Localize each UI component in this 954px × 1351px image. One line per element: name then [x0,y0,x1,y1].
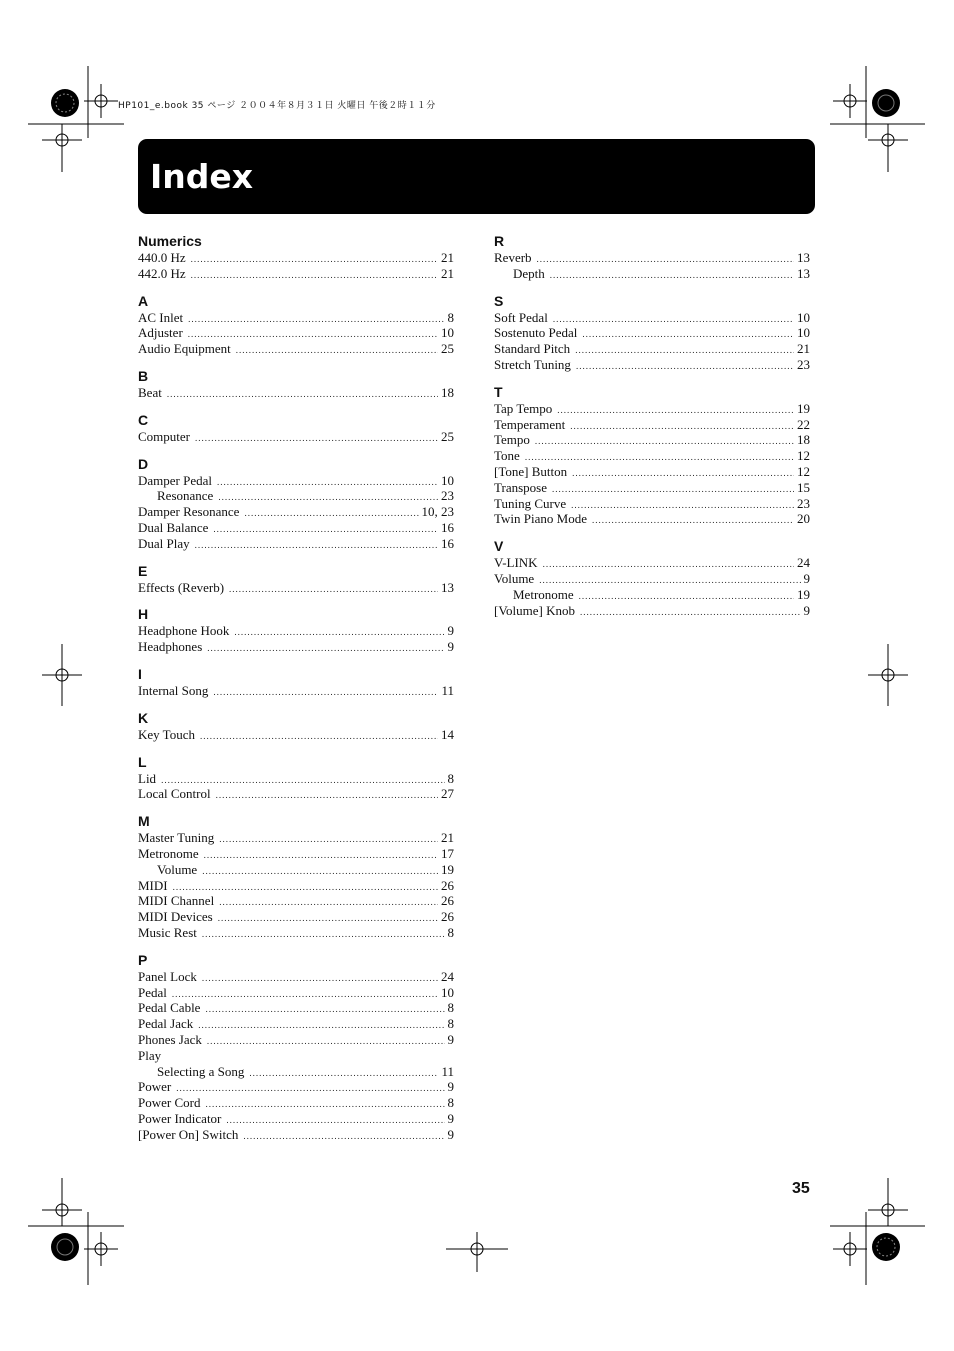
dot-leader [216,788,438,804]
entry-term: Power [138,1079,172,1095]
entry-term: Tone [494,448,520,464]
entry-term: Power Cord [138,1095,201,1111]
index-entry [494,341,810,357]
entry-page-ref: 25 [441,341,454,357]
crosshair-mark-lower-left [42,1178,82,1226]
dot-leader [557,403,794,419]
index-entry [138,473,454,489]
entry-term: Metronome [513,586,574,602]
dot-leader [200,729,438,745]
index-entry [138,1016,454,1032]
index-entry [138,580,454,596]
entry-term: Metronome [138,845,199,861]
entry-term: [Tone] Button [494,463,568,479]
dot-leader [195,538,438,554]
entry-term: Tempo [494,432,530,448]
entry-term: Play [138,1047,162,1063]
entry-page-ref: 10 [441,325,454,341]
entry-page-ref: 18 [797,432,810,448]
entry-term: Adjuster [138,325,183,341]
section-heading: L [138,753,147,770]
entry-page-ref: 23 [441,488,454,504]
dot-leader [229,582,438,598]
index-entry [138,1032,454,1048]
entry-page-ref: 10, 23 [421,504,454,520]
entry-term: Resonance [157,488,214,504]
section-heading: D [138,455,149,472]
color-target-top-left [51,89,79,117]
entry-page-ref: 8 [447,309,454,325]
dot-leader [218,911,438,927]
section-heading: R [494,233,505,249]
index-entry [138,846,454,862]
crosshair-mark-bottom-right [833,1232,867,1266]
crosshair-mark-lower-right [868,1178,908,1226]
entry-page-ref: 26 [441,909,454,925]
entry-page-ref: 10 [441,472,454,488]
index-entry [138,985,454,1001]
entry-term: Soft Pedal [494,309,548,325]
dot-leader [202,971,438,987]
dot-leader [207,641,444,657]
index-entry [138,830,454,846]
dot-leader [539,573,800,589]
entry-term: Headphone Hook [138,623,230,639]
dot-leader [219,895,438,911]
section-heading: M [138,813,150,830]
crosshair-mark-upper-left [42,124,82,172]
entry-term: Pedal [138,984,167,1000]
index-entry [494,480,810,496]
entry-page-ref: 23 [797,495,810,511]
entry-term: Computer [138,428,190,444]
entry-term: Power Indicator [138,1110,222,1126]
entry-page-ref: 9 [447,623,454,639]
page-title: Index [150,157,254,196]
index-entry [138,727,454,743]
dot-leader [205,1002,444,1018]
entry-page-ref: 27 [441,786,454,802]
index-column-right [494,232,810,628]
dot-leader [571,498,794,514]
dot-leader [243,1129,444,1145]
entry-page-ref: 24 [441,968,454,984]
dot-leader [204,848,438,864]
entry-page-ref: 23 [797,356,810,372]
index-entry [138,1095,454,1111]
entry-page-ref: 8 [447,1095,454,1111]
dot-leader [236,343,438,359]
index-section [138,232,454,282]
index-entry [138,1064,454,1080]
dot-leader [226,1113,444,1129]
index-entry [138,1000,454,1016]
dot-leader [172,987,438,1003]
index-entry [138,536,454,552]
index-entry [138,1079,454,1095]
dot-leader [234,625,444,641]
entry-term: Reverb [494,250,532,265]
entry-term: Phones Jack [138,1031,202,1047]
print-header-note: HP101_e.book 35 ページ ２００４年８月３１日 火曜日 午後２時１１分 [118,101,436,111]
dot-leader [191,268,438,284]
index-entry [138,504,454,520]
index-entry [494,401,810,417]
entry-term: Standard Pitch [494,341,571,357]
index-entry [138,893,454,909]
entry-page-ref: 15 [797,479,810,495]
entry-page-ref: 12 [797,463,810,479]
entry-term: [Volume] Knob [494,602,576,618]
entry-term: Pedal Cable [138,1000,201,1016]
entry-page-ref: 22 [797,416,810,432]
crosshair-mark-mid-right [868,644,908,706]
entry-page-ref: 9 [447,639,454,655]
entry-page-ref: 26 [441,877,454,893]
entry-term: Internal Song [138,682,209,698]
entry-term: Key Touch [138,726,195,742]
entry-page-ref: 13 [797,250,810,265]
index-entry [494,417,810,433]
crosshair-mark-upper-right [868,124,908,172]
entry-page-ref: 9 [803,570,810,586]
dot-leader [537,252,794,268]
index-entry [138,1048,454,1064]
section-heading: K [138,709,149,726]
dot-leader [570,419,794,435]
index-entry [494,250,810,266]
entry-term: Volume [494,570,535,586]
entry-term: MIDI Devices [138,909,213,925]
index-entry [138,429,454,445]
index-entry [494,310,810,326]
dot-leader [550,268,794,284]
entry-term: Volume [157,861,198,877]
index-entry [494,496,810,512]
index-entry [138,862,454,878]
section-heading: S [494,292,504,309]
entry-page-ref: 16 [441,519,454,535]
section-heading: V [494,538,504,555]
dot-leader [213,522,438,538]
crosshair-mark-top-left [84,84,118,118]
dot-leader [592,513,794,529]
entry-term: Audio Equipment [138,341,231,357]
entry-page-ref: 8 [447,1000,454,1016]
index-section [138,951,454,1143]
dot-leader [202,927,445,943]
dot-leader [543,557,794,573]
dot-leader [191,252,438,268]
index-section [138,562,454,596]
section-heading: P [138,951,148,968]
entry-term: Selecting a Song [157,1063,245,1079]
index-entry [138,623,454,639]
entry-page-ref: 25 [441,428,454,444]
entry-term: Pedal Jack [138,1016,194,1032]
entry-term: Beat [138,384,162,400]
entry-page-ref: 9 [447,1126,454,1142]
index-section [494,383,810,527]
entry-term: Twin Piano Mode [494,511,587,527]
entry-page-ref: 21 [441,265,454,281]
entry-term: Music Rest [138,924,197,940]
entry-page-ref: 9 [447,1079,454,1095]
index-column-left [138,232,454,1152]
entry-page-ref: 10 [797,325,810,341]
crosshair-mark-bottom-left [84,1232,118,1266]
entry-page-ref: 20 [797,511,810,527]
index-section [138,367,454,401]
dot-leader [205,1097,444,1113]
entry-term: MIDI Channel [138,893,215,909]
entry-page-ref: 26 [441,893,454,909]
index-entry [494,325,810,341]
entry-page-ref: 10 [797,309,810,325]
index-section [494,292,810,373]
index-entry [494,587,810,603]
index-entry [494,511,810,527]
crosshair-mark-bottom-center [446,1232,508,1272]
dot-leader [580,605,800,621]
index-section [494,537,810,618]
dot-leader [198,1018,444,1034]
index-entry [138,1127,454,1143]
dot-leader [213,685,438,701]
section-heading: B [138,367,149,384]
entry-term: Transpose [494,479,547,495]
title-banner [138,139,815,214]
dot-leader [579,589,794,605]
entry-page-ref: 18 [441,384,454,400]
dot-leader [244,506,418,522]
section-heading: E [138,562,148,579]
index-entry [138,325,454,341]
entry-page-ref: 13 [797,265,810,281]
entry-page-ref: 24 [797,555,810,571]
section-heading: T [494,383,503,400]
entry-term: Headphones [138,639,203,655]
entry-page-ref: 12 [797,448,810,464]
crosshair-mark-mid-left [42,644,82,706]
entry-page-ref: 21 [797,341,810,357]
entry-term: Dual Play [138,535,190,551]
index-entry [138,250,454,266]
index-entry [494,555,810,571]
entry-term: Depth [513,265,545,281]
index-entry [138,786,454,802]
entry-page-ref: 13 [441,579,454,595]
entry-term: Damper Pedal [138,472,213,488]
index-section [138,665,454,699]
entry-page-ref: 8 [447,770,454,786]
index-entry [494,432,810,448]
dot-leader [188,312,444,328]
index-entry [138,341,454,357]
index-entry [138,310,454,326]
index-entry [138,878,454,894]
entry-page-ref: 11 [441,1063,454,1079]
dot-leader [167,387,438,403]
entry-term: MIDI [138,877,168,893]
entry-term: Lid [138,770,157,786]
entry-page-ref: 16 [441,535,454,551]
color-target-bottom-left [51,1233,79,1261]
entry-term: Tuning Curve [494,495,567,511]
entry-term: Effects (Reverb) [138,579,225,595]
index-entry [138,1111,454,1127]
entry-page-ref: 14 [441,726,454,742]
entry-term: Sostenuto Pedal [494,325,578,341]
index-section [138,292,454,357]
page-number: 35 [792,1180,810,1197]
index-entry [138,266,454,282]
entry-term: Stretch Tuning [494,356,571,372]
entry-page-ref: 21 [441,830,454,846]
dot-leader [176,1081,444,1097]
dot-leader [575,343,794,359]
index-entry [494,266,810,282]
index-entry [138,771,454,787]
dot-leader [249,1066,438,1082]
section-heading: Numerics [138,233,202,249]
index-entry [494,571,810,587]
dot-leader [572,466,794,482]
crosshair-mark-top-right [833,84,867,118]
dot-leader [576,359,794,375]
section-heading: A [138,292,149,309]
entry-term: Tap Tempo [494,400,553,416]
color-target-bottom-right [872,1233,900,1261]
entry-page-ref: 19 [797,400,810,416]
entry-term: AC Inlet [138,309,184,325]
entry-page-ref: 11 [441,682,454,698]
index-entry [138,520,454,536]
entry-term: 440.0 Hz [138,250,186,265]
entry-term: Dual Balance [138,519,209,535]
index-section [138,605,454,655]
entry-term: 442.0 Hz [138,265,186,281]
entry-term: Panel Lock [138,968,197,984]
index-entry [138,683,454,699]
entry-term: V-LINK [494,555,538,571]
index-entry [494,448,810,464]
entry-page-ref: 10 [441,984,454,1000]
index-entry [138,925,454,941]
index-entry [494,464,810,480]
dot-leader [553,312,794,328]
entry-page-ref: 21 [441,250,454,265]
dot-leader [217,475,438,491]
dot-leader [552,482,794,498]
entry-term: [Power On] Switch [138,1126,239,1142]
dot-leader [195,431,438,447]
index-entry [138,909,454,925]
dot-leader [582,327,794,343]
entry-page-ref: 17 [441,845,454,861]
entry-term: Local Control [138,786,211,802]
index-section [138,812,454,941]
index-entry [138,488,454,504]
section-heading: I [138,665,142,682]
dot-leader [202,864,438,880]
index-section [138,709,454,743]
entry-page-ref: 8 [447,924,454,940]
dot-leader [535,434,794,450]
section-heading: C [138,411,149,428]
dot-leader [219,832,438,848]
index-section [138,411,454,445]
entry-term: Master Tuning [138,830,215,846]
entry-term: Temperament [494,416,566,432]
color-target-top-right [872,89,900,117]
index-section [494,232,810,282]
section-heading: H [138,606,149,623]
entry-page-ref: 9 [447,1031,454,1047]
index-section [138,455,454,552]
index-section [138,753,454,803]
index-entry [494,603,810,619]
index-entry [138,639,454,655]
dot-leader [218,490,438,506]
entry-page-ref: 9 [803,602,810,618]
entry-page-ref: 9 [447,1110,454,1126]
dot-leader [207,1034,445,1050]
entry-page-ref: 8 [447,1016,454,1032]
index-entry [494,357,810,373]
entry-term: Damper Resonance [138,504,240,520]
index-entry [138,385,454,401]
index-entry [138,969,454,985]
entry-page-ref: 19 [797,586,810,602]
entry-page-ref: 19 [441,861,454,877]
